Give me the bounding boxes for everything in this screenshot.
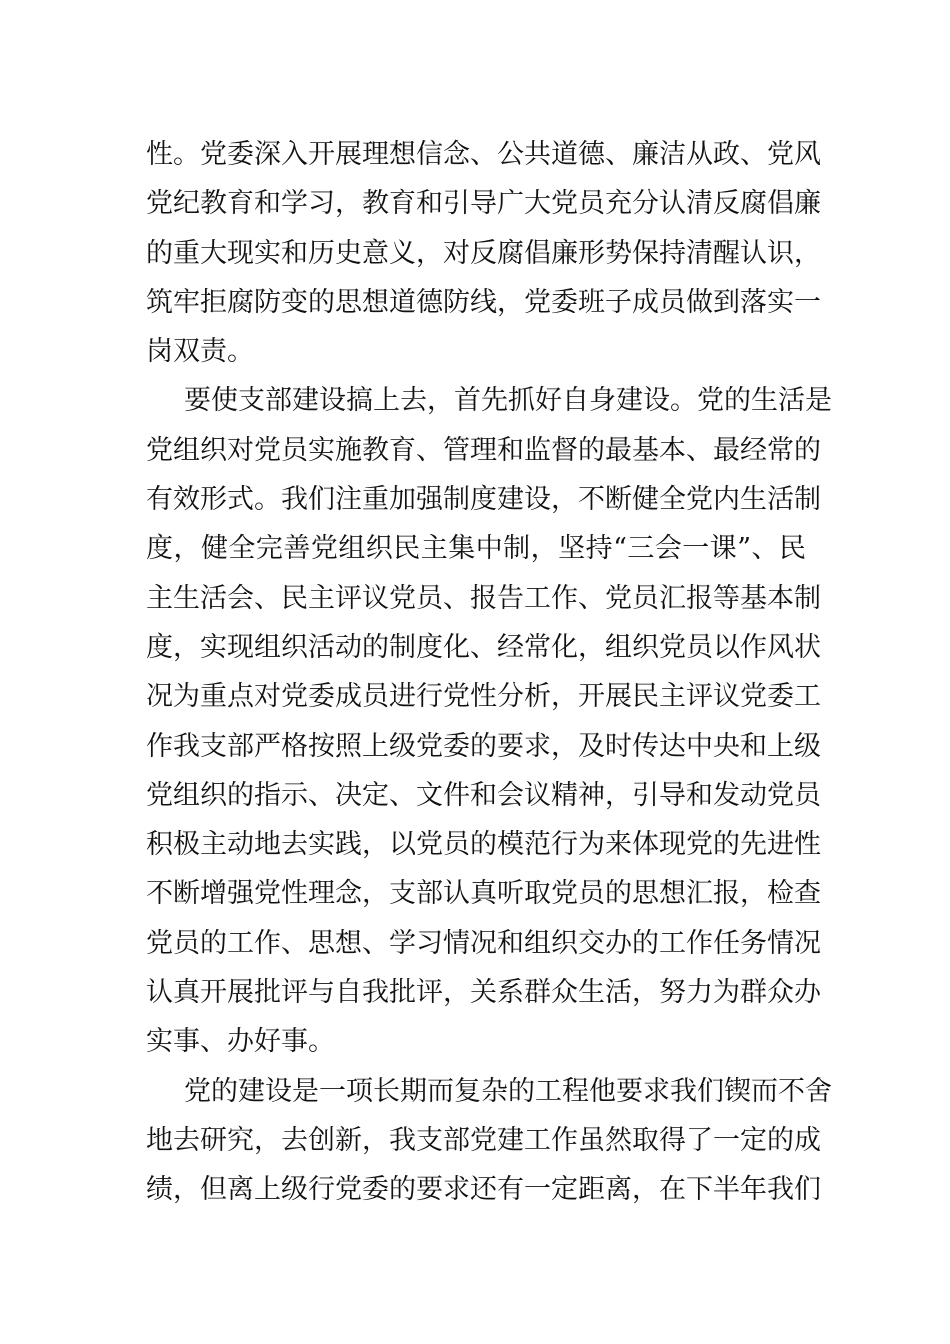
text-line: 的重大现实和历史意义，对反腐倡廉形势保持清醒认识，	[146, 237, 821, 269]
text-line: 况为重点对党委成员进行党性分析，开展民主评议党委工	[146, 681, 821, 713]
text-line: 度，实现组织活动的制度化、经常化，组织党员以作风状	[146, 631, 821, 663]
text-line: 有效形式。我们注重加强制度建设，不断健全党内生活制	[146, 484, 821, 516]
text-line: 党纪教育和学习，教育和引导广大党员充分认清反腐倡廉	[146, 188, 821, 220]
text-line: 岗双责。	[146, 336, 254, 368]
text-line: 绩，但离上级行党委的要求还有一定距离，在下半年我们	[146, 1174, 821, 1206]
text-line: 主生活会、民主评议党员、报告工作、党员汇报等基本制	[146, 582, 821, 614]
text-line: 党组织的指示、决定、文件和会议精神，引导和发动党员	[146, 779, 821, 811]
text-line: 积极主动地去实践，以党员的模范行为来体现党的先进性	[146, 829, 821, 861]
text-line: 度，健全完善党组织民主集中制，坚持“三会一课”、民	[146, 533, 806, 565]
text-line: 性。党委深入开展理想信念、公共道德、廉洁从政、党风	[146, 139, 821, 170]
text-line: 实事、办好事。	[146, 1026, 335, 1058]
text-line: 党的建设是一项长期而复杂的工程他要求我们锲而不舍	[184, 1075, 832, 1107]
text-line: 认真开展批评与自我批评，关系群众生活，努力为群众办	[146, 977, 821, 1009]
text-line: 地去研究，去创新，我支部党建工作虽然取得了一定的成	[146, 1124, 821, 1156]
text-line: 党员的工作、思想、学习情况和组织交办的工作任务情况	[146, 927, 821, 959]
text-line: 不断增强党性理念，支部认真听取党员的思想汇报，检查	[146, 878, 821, 910]
text-line: 作我支部严格按照上级党委的要求，及时传达中央和上级	[146, 730, 821, 762]
text-line: 筑牢拒腐防变的思想道德防线，党委班子成员做到落实一	[146, 286, 821, 318]
text-line: 党组织对党员实施教育、管理和监督的最基本、最经常的	[146, 434, 821, 466]
document-body	[146, 130, 832, 1215]
text-line: 要使支部建设搞上去，首先抓好自身建设。党的生活是	[184, 385, 832, 417]
